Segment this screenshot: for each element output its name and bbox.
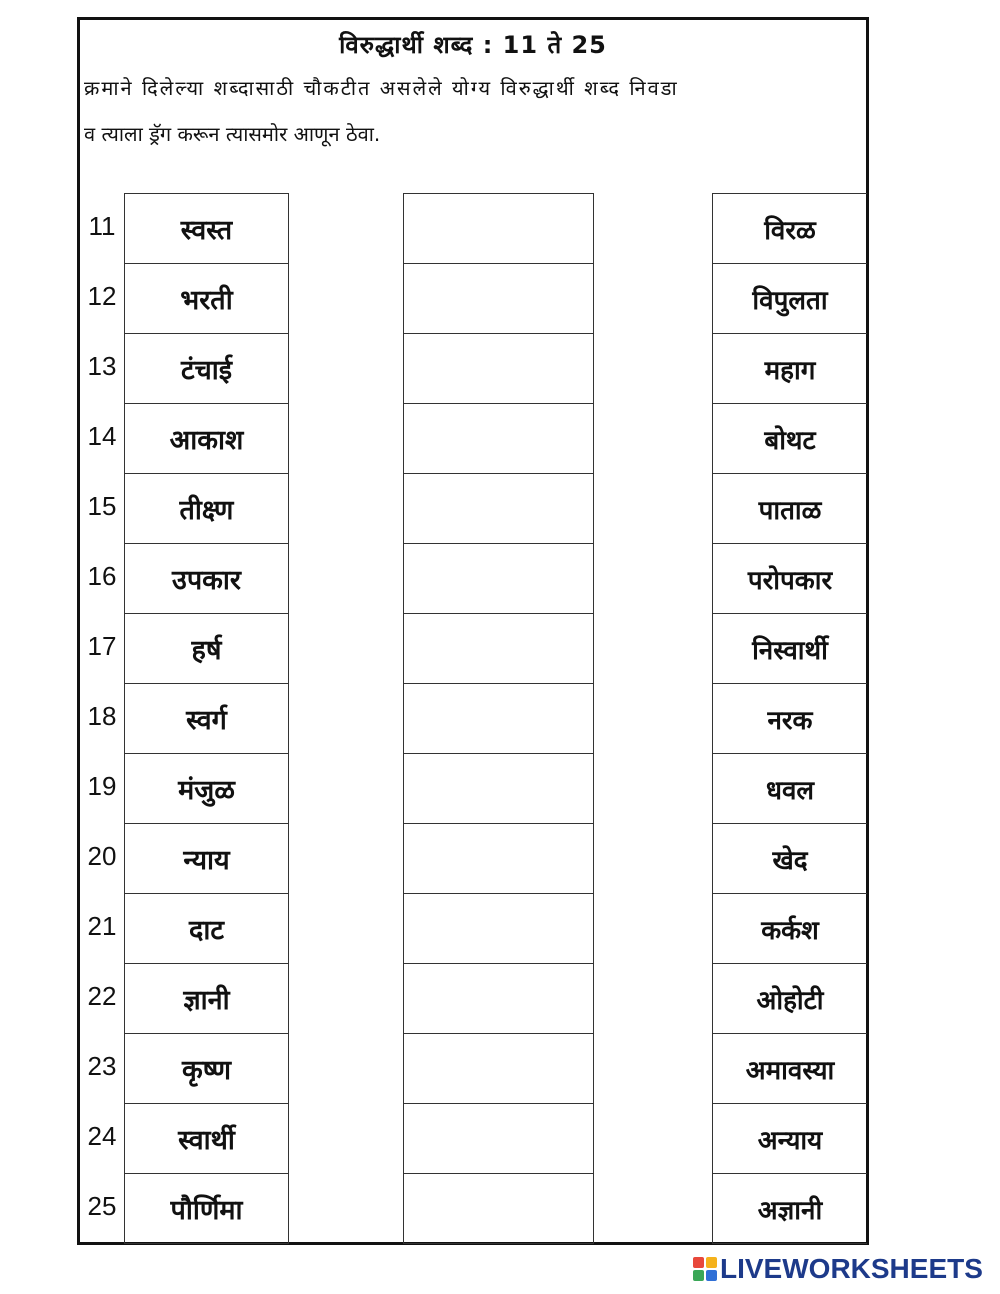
option-draggable[interactable]: खेद — [713, 824, 867, 894]
answer-column — [403, 193, 594, 1244]
word-cell: भरती — [125, 264, 288, 334]
word-cell: पौर्णिमा — [125, 1174, 288, 1244]
row-number: 19 — [87, 771, 117, 801]
row-number: 21 — [87, 911, 117, 941]
word-cell: हर्ष — [125, 614, 288, 684]
row-number: 20 — [87, 841, 117, 871]
instruction-line-2: व त्याला ड्रॅग करून त्यासमोर आणून ठेवा. — [84, 122, 381, 146]
liveworksheets-icon — [693, 1257, 717, 1281]
option-draggable[interactable]: कर्कश — [713, 894, 867, 964]
answer-drop-box[interactable] — [404, 544, 593, 614]
answer-drop-box[interactable] — [404, 334, 593, 404]
row-number: 24 — [87, 1121, 117, 1151]
answer-drop-box[interactable] — [404, 824, 593, 894]
page-title: विरुद्धार्थी शब्द : 11 ते 25 — [339, 31, 607, 59]
option-draggable[interactable]: निस्वार्थी — [713, 614, 867, 684]
answer-drop-box[interactable] — [404, 614, 593, 684]
answer-drop-box[interactable] — [404, 1034, 593, 1104]
option-draggable[interactable]: अन्याय — [713, 1104, 867, 1174]
brand-text: LIVEWORKSHEETS — [720, 1253, 983, 1284]
option-draggable[interactable]: परोपकार — [713, 544, 867, 614]
answer-drop-box[interactable] — [404, 754, 593, 824]
word-cell: आकाश — [125, 404, 288, 474]
row-number: 22 — [87, 981, 117, 1011]
answer-drop-box[interactable] — [404, 894, 593, 964]
answer-drop-box[interactable] — [404, 964, 593, 1034]
option-draggable[interactable]: महाग — [713, 334, 867, 404]
word-cell: स्वस्त — [125, 194, 288, 264]
word-cell: स्वर्ग — [125, 684, 288, 754]
word-cell: दाट — [125, 894, 288, 964]
row-number: 18 — [87, 701, 117, 731]
row-number: 23 — [87, 1051, 117, 1081]
option-draggable[interactable]: बोथट — [713, 404, 867, 474]
row-number: 16 — [87, 561, 117, 591]
word-cell: न्याय — [125, 824, 288, 894]
worksheet — [77, 17, 869, 1245]
row-number: 11 — [88, 211, 116, 241]
options-column — [712, 193, 867, 1244]
answer-drop-box[interactable] — [404, 194, 593, 264]
option-draggable[interactable]: अमावस्या — [713, 1034, 867, 1104]
row-number: 12 — [87, 281, 117, 311]
option-draggable[interactable]: ओहोटी — [713, 964, 867, 1034]
option-draggable[interactable]: विरळ — [713, 194, 867, 264]
word-column — [124, 193, 289, 1244]
option-draggable[interactable]: अज्ञानी — [713, 1174, 867, 1244]
word-cell: स्वार्थी — [125, 1104, 288, 1174]
answer-drop-box[interactable] — [404, 404, 593, 474]
option-draggable[interactable]: नरक — [713, 684, 867, 754]
option-draggable[interactable]: पाताळ — [713, 474, 867, 544]
word-cell: तीक्ष्ण — [125, 474, 288, 544]
instruction-line-1: क्रमाने दिलेल्या शब्दासाठी चौकटीत असलेले योग्य विरुद्धार्थी शब्द निवडा — [84, 76, 679, 100]
answer-drop-box[interactable] — [404, 1174, 593, 1244]
row-number: 17 — [87, 631, 117, 661]
row-number: 13 — [87, 351, 117, 381]
row-number: 15 — [87, 491, 117, 521]
word-cell: टंचाई — [125, 334, 288, 404]
word-cell: मंजुळ — [125, 754, 288, 824]
answer-drop-box[interactable] — [404, 684, 593, 754]
row-number: 14 — [87, 421, 117, 451]
option-draggable[interactable]: विपुलता — [713, 264, 867, 334]
row-number: 25 — [87, 1191, 117, 1221]
answer-drop-box[interactable] — [404, 1104, 593, 1174]
word-cell: उपकार — [125, 544, 288, 614]
liveworksheets-logo — [693, 1253, 983, 1285]
word-cell: ज्ञानी — [125, 964, 288, 1034]
answer-drop-box[interactable] — [404, 474, 593, 544]
option-draggable[interactable]: धवल — [713, 754, 867, 824]
word-cell: कृष्ण — [125, 1034, 288, 1104]
answer-drop-box[interactable] — [404, 264, 593, 334]
